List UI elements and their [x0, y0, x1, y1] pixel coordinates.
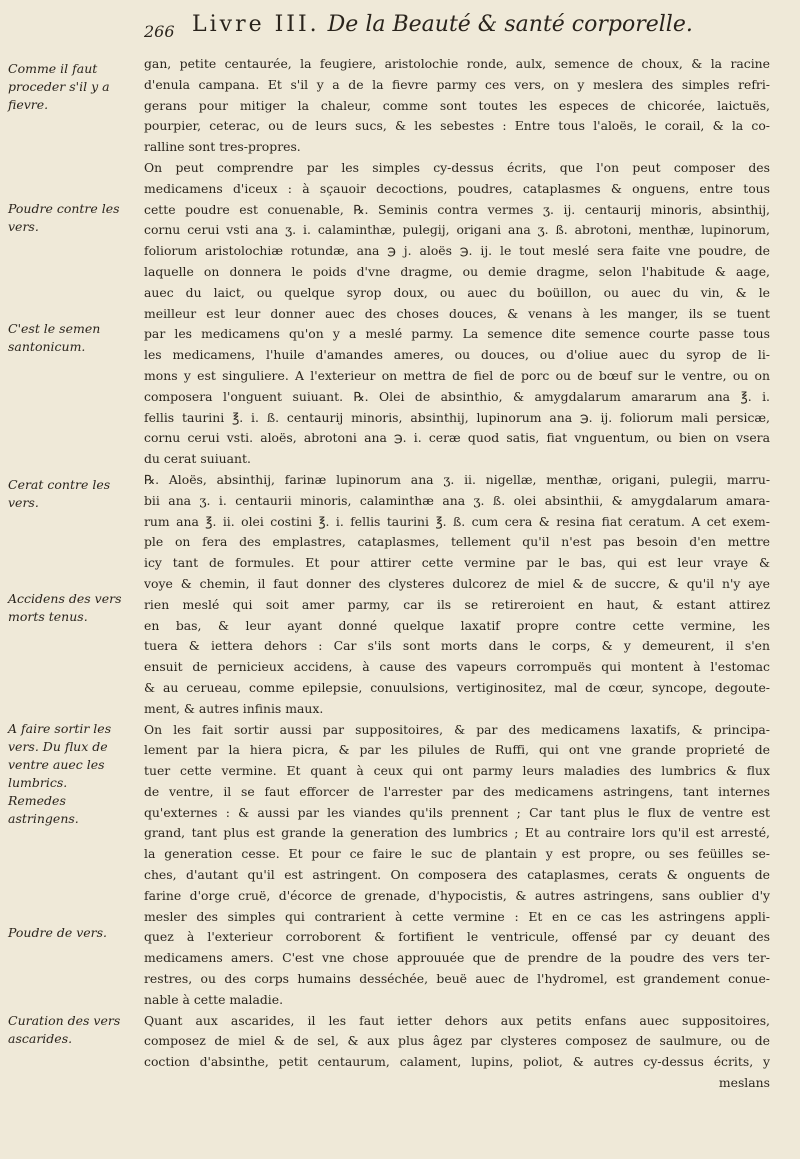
text-line: de ventre, il se faut efforcer de l'arrester par des medicamens astringens, tant internes	[144, 783, 770, 799]
text-line: cornu cerui vsti ana ʒ. i. calaminthæ, pulegij, origani ana ʒ. ß. abrotoni, menthæ, lupinorum,	[144, 222, 770, 238]
book-label: Livre III.	[192, 12, 320, 37]
text-line: nable à cette maladie.	[144, 991, 284, 1007]
text-line: icy tant de formules. Et pour attirer cette vermine par le bas, qui est leur vraye &	[144, 555, 770, 571]
text-line: coction d'absinthe, petit centaurum, calament, lupins, poliot, & autres cy-dessus écrits, y	[144, 1054, 770, 1070]
text-line: par les medicamens qu'on y a meslé parmy. La semence dite semence courte passe tous	[144, 326, 770, 342]
text-line: ralline sont tres-propres.	[144, 139, 301, 155]
text-line: qu'externes : & aussi par les viandes qu'ils prennent ; Car tant plus le flux de ventre est	[144, 804, 770, 820]
text-line: gan, petite centaurée, la feugiere, aristolochie ronde, aulx, semence de choux, & la racine	[144, 56, 770, 71]
text-line: composera l'onguent suiuant. ℞. Olei de absinthio, & amygdalarum amararum ana ℥. i.	[144, 388, 770, 404]
text-line: rien meslé qui soit amer parmy, car ils se retireroient en haut, & estant attirez	[144, 596, 770, 612]
text-line: composez de miel & de sel, & aux plus âgez par clysteres composez de saulmure, ou de	[144, 1033, 770, 1049]
text-line: mesler des simples qui contrarient à cette vermine : Et en ce cas les astringens appli-	[144, 908, 770, 924]
text-line: & au cerueau, comme epilepsie, conuulsions, vertiginositez, mal de cœur, syncope, degoute-	[144, 679, 770, 695]
text-line: tuera & iettera dehors : Car s'ils sont morts dans le corps, & y demeurent, il s'en	[144, 638, 770, 654]
text-line: ple on fera des emplastres, cataplasmes, tellement qu'il n'est pas besoin d'en mettre	[144, 534, 770, 550]
text-line: mons y est singuliere. A l'exterieur on mettra de fiel de porc ou de bœuf sur le ventre, ou on	[144, 367, 770, 383]
margin-note: Cerat contre les vers.	[8, 477, 111, 510]
text-line: On peut comprendre par les simples cy-dessus écrits, que l'on peut composer des	[144, 159, 770, 175]
text-line: medicamens d'iceux : à sçauoir decoctions, poudres, cataplasmes & onguens, entre tous	[144, 180, 770, 196]
text-line: du cerat suiuant.	[144, 451, 251, 467]
margin-note: C'est le semen santonicum.	[8, 321, 101, 354]
text-line: foliorum aristolochiæ rotundæ, ana ℈ j. aloës ℈. ij. le tout meslé sera faite vne poudre, de	[144, 243, 770, 259]
margin-note: A faire sortir les vers. Du flux de ventre auec les lumbrics. Remedes astringens.	[8, 721, 112, 826]
text-line: la generation cesse. Et pour ce faire le suc de plantain y est propre, ou ses feüilles se-	[144, 846, 770, 862]
text-line: en bas, & leur ayant donné quelque laxatif propre contre cette vermine, les	[144, 617, 770, 633]
margin-note: Poudre contre les vers.	[8, 201, 120, 234]
text-line: quez à l'exterieur corroborent & fortifient le ventricule, offensé par cy deuant des	[144, 929, 770, 945]
text-line: laquelle on donnera le poids d'vne dragme, ou demie dragme, selon l'habitude & aage,	[144, 263, 770, 279]
text-line: ensuit de pernicieux accidens, à cause des vapeurs corrompuës qui montent à l'estomac	[144, 659, 770, 675]
text-line: pourpier, ceterac, ou de leurs sucs, & les sebestes : Entre tous l'aloës, le corail, & la co-	[144, 118, 770, 134]
text-line: rum ana ℥. ii. olei costini ℥. i. fellis taurini ℥. ß. cum cera & resina fiat ceratum. A cet exem-	[144, 513, 770, 529]
running-title	[192, 12, 693, 37]
margin-note: Accidens des vers morts tenus.	[8, 591, 122, 624]
text-line: gerans pour mitiger la chaleur, comme sont toutes les especes de chicorée, laictuës,	[144, 97, 770, 113]
page-subject: De la Beauté & santé corporelle.	[327, 12, 693, 37]
text-line: bii ana ʒ. i. centaurii minoris, calaminthæ ana ʒ. ß. olei absinthii, & amygdalarum amara-	[144, 492, 770, 508]
text-line: auec du laict, ou quelque syrop doux, ou auec du boüillon, ou auec du vin, & le	[144, 284, 770, 300]
text-line: voye & chemin, il faut donner des clysteres dulcorez de miel & de succre, & qu'il n'y aye	[144, 575, 770, 591]
text-line: farine d'orge cruë, d'écorce de grenade, d'hypocistis, & autres astringens, sans oublier d'y	[144, 887, 770, 903]
text-line: On les fait sortir aussi par suppositoires, & par des medicamens laxatifs, & principa-	[144, 721, 770, 737]
margin-note: Poudre de vers.	[8, 925, 108, 940]
text-line: ches, d'autant qu'il est astringent. On composera des cataplasmes, cerats & onguents de	[144, 867, 770, 883]
text-line: ment, & autres infinis maux.	[144, 700, 324, 716]
text-line: d'enula campana. Et s'il y a de la fievre parmy ces vers, on y meslera des simples refri-	[144, 76, 770, 92]
text-line: fellis taurini ℥. i. ß. centaurij minoris, absinthij, lupinorum ana ℈. ij. foliorum mali persicæ,	[144, 409, 770, 425]
text-line: les medicamens, l'huile d'amandes ameres, ou douces, ou d'oliue auec du syrop de li-	[144, 347, 770, 363]
text-line: cette poudre est conuenable, ℞. Seminis contra vermes ʒ. ij. centaurij minoris, absinthij,	[144, 201, 770, 217]
margin-note: Comme il faut proceder s'il y a fievre.	[8, 61, 110, 112]
text-line: meilleur est leur donner auec des choses douces, & venans à les manger, ils se tuent	[144, 305, 770, 321]
text-line: Quant aux ascarides, il les faut ietter dehors aux petits enfans auec suppositoires,	[144, 1012, 770, 1028]
text-line: tuer cette vermine. Et quant à ceux qui ont parmy leurs maladies des lumbrics & flux	[144, 763, 770, 779]
text-line: cornu cerui vsti. aloës, abrotoni ana ℈. i. ceræ quod satis, fiat vnguentum, ou bien on vsera	[144, 430, 770, 446]
text-line: medicamens amers. C'est vne chose approuuée que de prendre de la poudre des vers ter-	[144, 950, 770, 966]
catchword: meslans	[718, 1075, 770, 1091]
page-number: 266	[144, 22, 175, 41]
text-line: restres, ou des corps humains desséchée, beuë auec de l'hydromel, est grandement conue-	[144, 971, 770, 987]
text-line: ℞. Aloës, absinthij, farinæ lupinorum ana ʒ. ii. nigellæ, menthæ, origani, pulegii, marru-	[144, 471, 770, 487]
body-text	[144, 54, 770, 1094]
margin-note: Curation des vers ascarides.	[8, 1013, 121, 1046]
text-line: lement par la hiera picra, & par les pilules de Ruffi, qui ont vne grande proprieté de	[144, 742, 770, 758]
text-line: grand, tant plus est grande la generation des lumbrics ; Et au contraire lors qu'il est arresté,	[144, 825, 770, 841]
running-header	[144, 12, 772, 44]
